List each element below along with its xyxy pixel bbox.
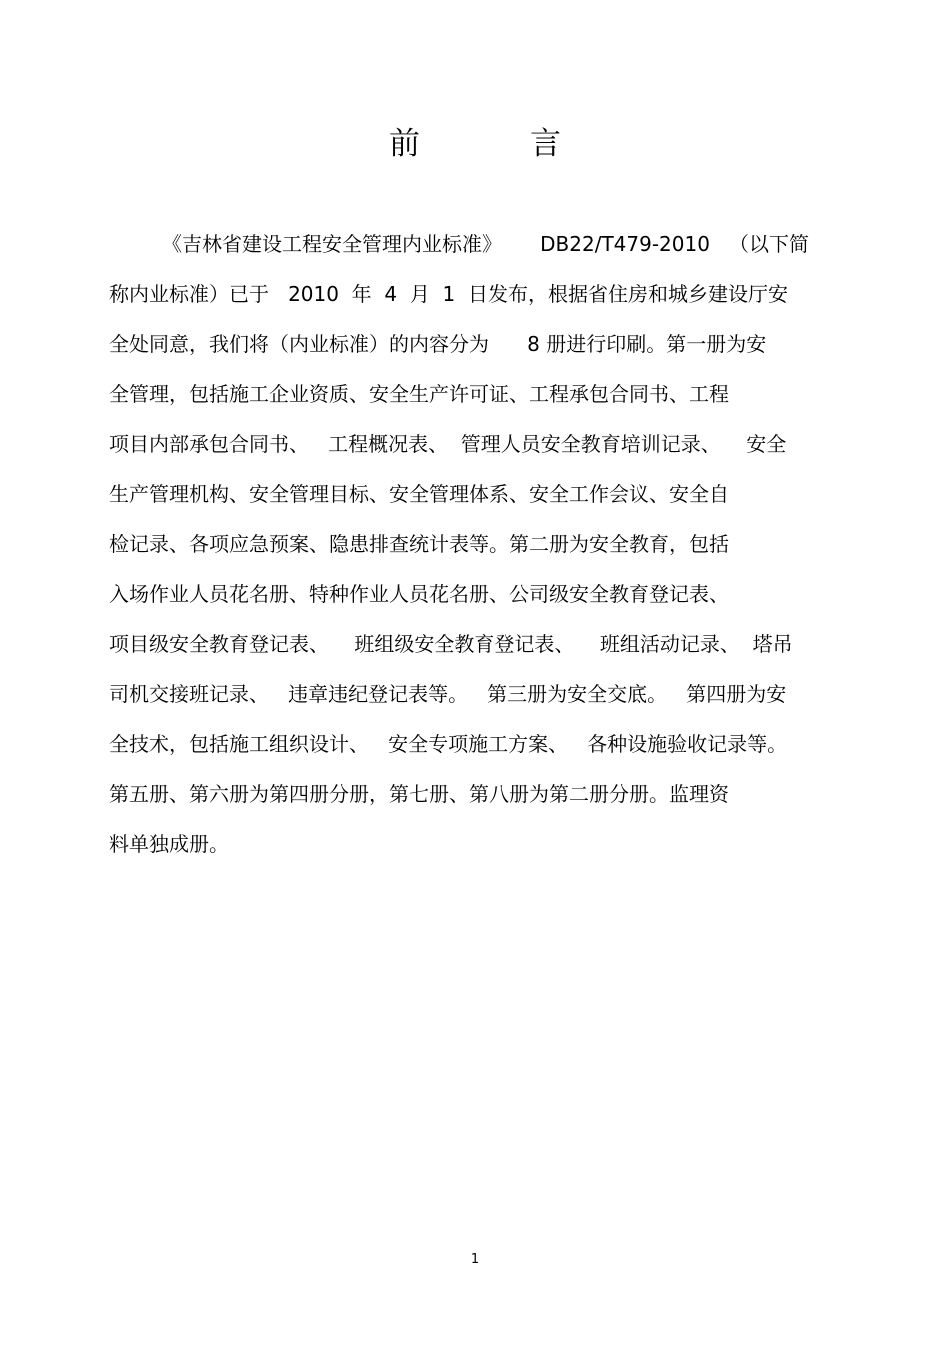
title-char-1: 前	[389, 126, 420, 162]
paragraph-line: 生产管理机构、安全管理目标、安全管理体系、安全工作会议、安全自	[109, 482, 729, 506]
paragraph-line: 入场作业人员花名册、特种作业人员花名册、公司级安全教育登记表、	[109, 582, 729, 606]
paragraph-line: 第五册、第六册为第四册分册，第七册、第八册为第二册分册。监理资	[109, 782, 729, 806]
paragraph-line: 全管理，包括施工企业资质、安全生产许可证、工程承包合同书、工程	[109, 382, 729, 406]
paragraph-line: 称内业标准）已于 2010 年 4 月 1 日发布，根据省住房和城乡建设厅安	[109, 282, 788, 306]
paragraph-line: 项目内部承包合同书、 工程概况表、 管理人员安全教育培训记录、 安全	[109, 432, 787, 456]
paragraph-line: 项目级安全教育登记表、 班组级安全教育登记表、 班组活动记录、 塔吊	[109, 632, 793, 656]
title-char-2: 言	[530, 126, 561, 162]
page-title	[0, 122, 950, 166]
paragraph-line: 全技术，包括施工组织设计、 安全专项施工方案、 各种设施验收记录等。	[109, 732, 788, 756]
paragraph-line: 《吉林省建设工程安全管理内业标准》 DB22/T479-2010 （以下简	[162, 232, 810, 256]
paragraph-line: 全处同意，我们将（内业标准）的内容分为 8 册进行印刷。第一册为安	[109, 332, 767, 356]
paragraph-line: 检记录、各项应急预案、隐患排查统计表等。第二册为安全教育，包括	[109, 532, 729, 556]
paragraph-line: 司机交接班记录、 违章违纪登记表等。 第三册为安全交底。 第四册为安	[109, 682, 787, 706]
paragraph-line: 料单独成册。	[109, 832, 229, 856]
page-number: 1	[470, 1252, 480, 1267]
